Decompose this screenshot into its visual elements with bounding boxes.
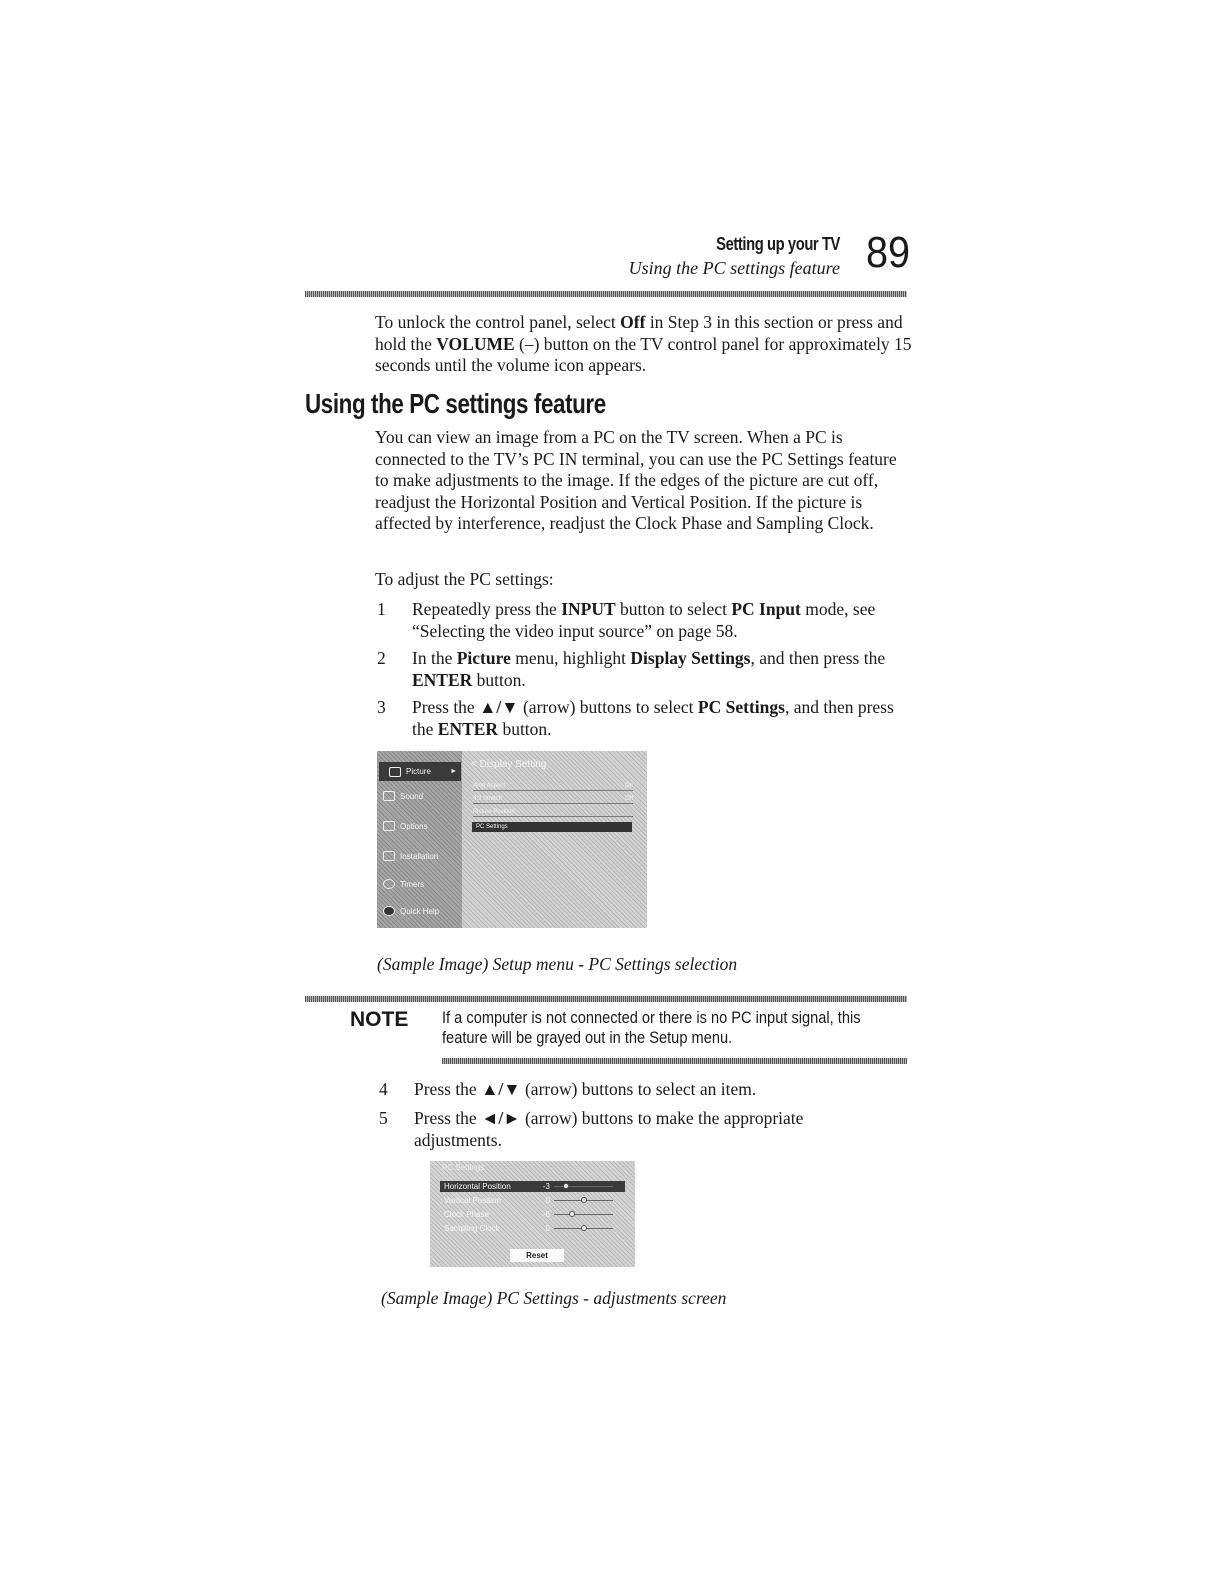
running-header-section: Setting up your TV	[716, 234, 840, 254]
section-title: Using the PC settings feature	[305, 388, 606, 419]
note-bottom-rule	[442, 1058, 907, 1064]
menu-item-quick-help: Quick Help	[383, 906, 439, 916]
step-number: 3	[377, 697, 386, 717]
slider-knob	[581, 1225, 587, 1231]
step-number: 2	[377, 648, 386, 668]
step-number: 4	[379, 1079, 388, 1099]
options-icon	[383, 821, 395, 831]
sound-icon	[383, 791, 395, 801]
menu-item-sound: Sound	[383, 791, 423, 801]
header-rule	[305, 291, 907, 297]
lead-text: To adjust the PC settings:	[375, 569, 554, 589]
setting-row-picture-position: Picture Position	[473, 809, 633, 817]
clock-icon	[383, 879, 395, 889]
intro-paragraph: To unlock the control panel, select Off in Step 3 in this section or press and hold the VOLUME (–) button on the TV control panel for approximately 15 seconds until the volume icon appears.	[375, 312, 912, 375]
setting-row-stretch: 4:3 Stretch Off	[473, 796, 633, 802]
menu-item-options: Options	[383, 821, 428, 831]
display-setting-title: < Display Setting	[471, 759, 547, 770]
reset-button: Reset	[510, 1249, 564, 1262]
slider-sampling-clock: Sampling Clock 0	[440, 1223, 625, 1234]
step-text: Press the ▲/▼ (arrow) buttons to select an item.	[414, 1079, 757, 1099]
slider-knob	[563, 1183, 569, 1189]
slider-horizontal-position: Horizontal Position -3	[440, 1181, 625, 1192]
running-header-subsection: Using the PC settings feature	[628, 258, 840, 278]
step-number: 1	[377, 599, 386, 619]
note-label: NOTE	[350, 1008, 409, 1031]
slider-knob	[581, 1197, 587, 1203]
menu-item-installation: Installation	[383, 851, 438, 861]
menu-item-timers: Timers	[383, 879, 424, 889]
setup-menu-screenshot	[377, 751, 647, 928]
pc-settings-title: PC Settings	[442, 1163, 485, 1172]
step-text: Press the ◄/► (arrow) buttons to make the appropriate adjustments.	[414, 1108, 804, 1150]
caption-setup-menu: (Sample Image) Setup menu - PC Settings selection	[377, 954, 738, 974]
menu-item-picture: Picture ►	[379, 762, 461, 781]
note-top-rule	[305, 996, 907, 1002]
installation-icon	[383, 851, 395, 861]
step-text: In the Picture menu, highlight Display Settings, and then press the ENTER button.	[412, 648, 886, 690]
slider-clock-phase: Clock Phase -6	[440, 1209, 625, 1220]
note-text: If a computer is not connected or there is no PC input signal, this feature will be grayed out in the Setup menu.	[442, 1008, 861, 1047]
caption-pc-settings: (Sample Image) PC Settings - adjustments screen	[381, 1288, 727, 1308]
setting-row-pc-settings-selected: PC Settings	[472, 822, 632, 832]
help-icon	[383, 906, 395, 916]
pc-settings-screenshot	[430, 1161, 635, 1267]
slider-vertical-position: Vertical Position 0	[440, 1195, 625, 1206]
step-text: Press the ▲/▼ (arrow) buttons to select PC Settings, and then press the ENTER button.	[412, 697, 894, 739]
setting-row-auto-aspect: Auto Aspect On	[473, 783, 633, 789]
step-number: 5	[379, 1108, 388, 1128]
chevron-right-icon: ►	[450, 768, 457, 775]
page-number: 89	[866, 228, 911, 277]
body-paragraph: You can view an image from a PC on the TV screen. When a PC is connected to the TV’s PC IN terminal, you can use the PC Settings feature to make adjustments to the image. If the edges of the picture are cut off, readjust the Horizontal Position and Vertical Position. If the picture is affected by interference, readjust the Clock Phase and Sampling Clock.	[375, 427, 897, 533]
slider-knob	[569, 1211, 575, 1217]
picture-icon	[389, 767, 401, 777]
step-text: Repeatedly press the INPUT button to select PC Input mode, see “Selecting the video input source” on page 58.	[412, 599, 876, 641]
